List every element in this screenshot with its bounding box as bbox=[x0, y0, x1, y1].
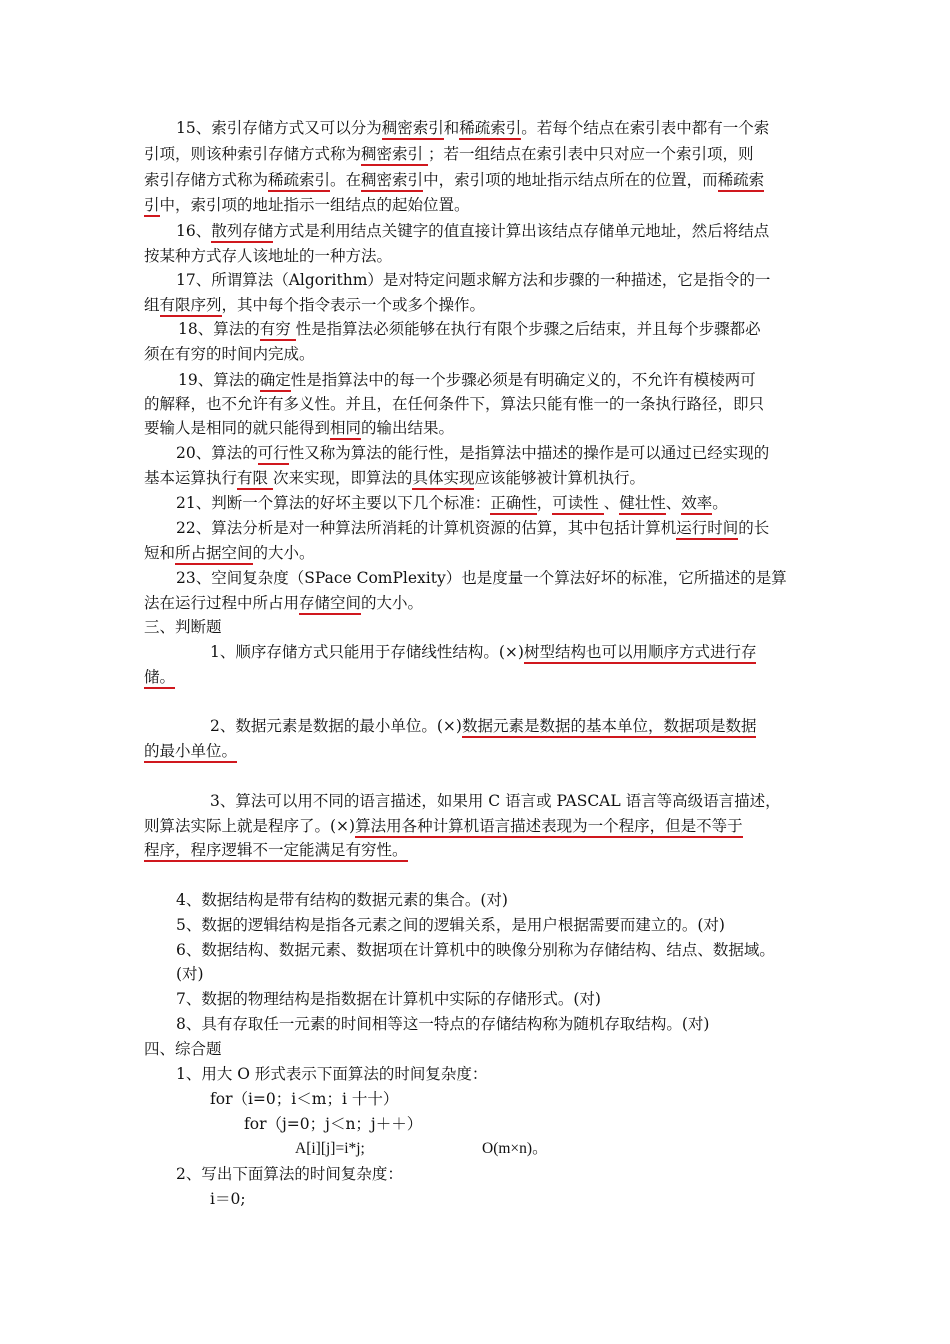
answer-blank: 稠密索引 bbox=[361, 171, 423, 192]
answer-blank: 有限 bbox=[237, 469, 273, 490]
item-19-line-1: 19、算法的确定性是指算法中的每一个步骤必须是有明确定义的，不允许有模棱两可 bbox=[178, 368, 756, 392]
item-18-line-2: 须在有穷的时间内完成。 bbox=[144, 345, 315, 363]
judge-3-line-1: 3、算法可以用不同的语言描述，如果用 C 语言或 PASCAL 语言等高级语言描述， bbox=[210, 792, 781, 810]
item-15-line-2: 引项，则该种索引存储方式称为稠密索引 ；若一组结点在索引表中只对应一个索引项，则 bbox=[144, 142, 753, 166]
question-2-title: 2、写出下面算法的时间复杂度： bbox=[176, 1165, 403, 1183]
item-16-line-2: 按某种方式存人该地址的一种方法。 bbox=[144, 247, 393, 265]
answer-blank: 可读性 bbox=[552, 494, 603, 515]
judge-8: 8、具有存取任一元素的时间相等这一特点的存储结构称为随机存取结构。(对) bbox=[176, 1015, 710, 1033]
answer-blank: 效率 bbox=[681, 494, 712, 515]
answer-blank: 正确性 bbox=[490, 494, 537, 515]
judge-2-line-1: 2、数据元素是数据的最小单位。(×)数据元素是数据的基本单位，数据项是数据 bbox=[210, 714, 756, 738]
answer-blank: 相同 bbox=[330, 419, 361, 440]
item-19-line-3: 要输人是相同的就只能得到相同的输出结果。 bbox=[144, 416, 454, 440]
answer-blank: 所占据空间 bbox=[175, 544, 253, 565]
answer-blank: 可行 bbox=[258, 444, 289, 465]
judge-6-line-1: 6、数据结构、数据元素、数据项在计算机中的映像分别称为存储结构、结点、数据域。 bbox=[176, 941, 775, 959]
answer-note: 树型结构也可以用顺序方式进行存 bbox=[524, 643, 757, 664]
item-18-line-1: 18、算法的有穷 性是指算法必须能够在执行有限个步骤之后结束，并且每个步骤都必 bbox=[178, 317, 761, 341]
judge-1-line-1: 1、顺序存储方式只能用于存储线性结构。(×)树型结构也可以用顺序方式进行存 bbox=[210, 640, 756, 664]
answer-blank: 引 bbox=[144, 196, 160, 217]
code-line-outer-loop: for（i=0；i＜m；i 十十） bbox=[210, 1090, 399, 1108]
code-line-inner-loop: for（j=0；j＜n；j＋＋） bbox=[244, 1115, 423, 1133]
answer-blank: 健壮性 bbox=[619, 494, 666, 515]
answer-blank: 确定 bbox=[260, 371, 291, 392]
answer-note: 的最小单位。 bbox=[144, 742, 237, 763]
item-20-line-2: 基本运算执行有限 次来实现，即算法的具体实现应该能够被计算机执行。 bbox=[144, 466, 645, 490]
judge-4: 4、数据结构是带有结构的数据元素的集合。(对) bbox=[176, 891, 508, 909]
item-19-line-2: 的解释，也不允许有多义性。并且，在任何条件下，算法只能有惟一的一条执行路径，即只 bbox=[144, 395, 765, 413]
answer-note: 数据元素是数据的基本单位，数据项是数据 bbox=[462, 717, 757, 738]
item-23-line-1: 23、空间复杂度（SPace ComPlexity）也是度量一个算法好坏的标准，它所描述的是算 bbox=[176, 569, 787, 587]
judge-3-line-2: 则算法实际上就是程序了。(×)算法用各种计算机语言描述表现为一个程序，但是不等于 bbox=[144, 814, 743, 838]
judge-2-line-2 bbox=[144, 739, 237, 763]
judge-3-line-3 bbox=[144, 838, 408, 862]
answer-blank: 稀疏索引 bbox=[459, 119, 521, 140]
answer-blank: 有穷 bbox=[260, 320, 296, 341]
answer-blank: 稀疏索 bbox=[718, 171, 765, 192]
answer-blank: 存储空间 bbox=[299, 594, 361, 615]
item-22-line-1: 22、算法分析是对一种算法所消耗的计算机资源的估算，其中包括计算机运行时间的长 bbox=[176, 516, 769, 540]
judge-1-line-2 bbox=[144, 665, 175, 689]
item-17-line-2: 组有限序列，其中每个指令表示一个或多个操作。 bbox=[144, 293, 485, 317]
answer-blank: 稠密索引 bbox=[361, 145, 428, 166]
answer-blank: 运行时间 bbox=[676, 519, 738, 540]
answer-blank: 有限序列 bbox=[160, 296, 222, 317]
item-22-line-2: 短和所占据空间的大小。 bbox=[144, 541, 315, 565]
question-1-title: 1、用大 O 形式表示下面算法的时间复杂度： bbox=[176, 1065, 488, 1083]
section-heading-true-false: 三、判断题 bbox=[144, 618, 222, 636]
item-15-line-1: 15、索引存储方式又可以分为稠密索引和稀疏索引。若每个结点在索引表中都有一个索 bbox=[176, 116, 769, 140]
code-line-init: i＝0; bbox=[210, 1190, 246, 1208]
judge-6-line-2: (对) bbox=[176, 965, 204, 983]
answer-note: 算法用各种计算机语言描述表现为一个程序，但是不等于 bbox=[355, 817, 743, 838]
item-15-line-3: 索引存储方式称为稀疏索引。在稠密索引中，索引项的地址指示结点所在的位置，而稀疏索 bbox=[144, 168, 764, 192]
item-17-line-1: 17、所谓算法（Algorithm）是对特定问题求解方法和步骤的一种描述，它是指令的一 bbox=[176, 271, 771, 289]
item-21-line-1: 21、判断一个算法的好坏主要以下几个标准：正确性，可读性 、健壮性、效率。 bbox=[176, 491, 728, 515]
item-23-line-2: 法在运行过程中所占用存储空间的大小。 bbox=[144, 591, 423, 615]
judge-5: 5、数据的逻辑结构是指各元素之间的逻辑关系，是用户根据需要而建立的。(对) bbox=[176, 916, 725, 934]
answer-note: 程序，程序逻辑不一定能满足有穷性。 bbox=[144, 841, 408, 862]
answer-blank: 具体实现 bbox=[412, 469, 474, 490]
answer-blank: 稀疏索引 bbox=[268, 171, 330, 192]
question-1-answer: O(m×n)。 bbox=[482, 1140, 548, 1157]
answer-blank: 稠密索引 bbox=[382, 119, 444, 140]
judge-7: 7、数据的物理结构是指数据在计算机中实际的存储形式。(对) bbox=[176, 990, 601, 1008]
item-20-line-1: 20、算法的可行性又称为算法的能行性，是指算法中描述的操作是可以通过已经实现的 bbox=[176, 441, 769, 465]
item-16-line-1: 16、散列存储方式是利用结点关键字的值直接计算出该结点存储单元地址，然后将结点 bbox=[176, 219, 769, 243]
answer-note: 储。 bbox=[144, 668, 175, 689]
answer-blank: 散列存储 bbox=[211, 222, 273, 243]
item-15-line-4: 引中，索引项的地址指示一组结点的起始位置。 bbox=[144, 193, 470, 217]
code-line-assignment: A[i][j]=i*j; bbox=[295, 1140, 365, 1157]
section-heading-comprehensive: 四、综合题 bbox=[144, 1040, 222, 1058]
